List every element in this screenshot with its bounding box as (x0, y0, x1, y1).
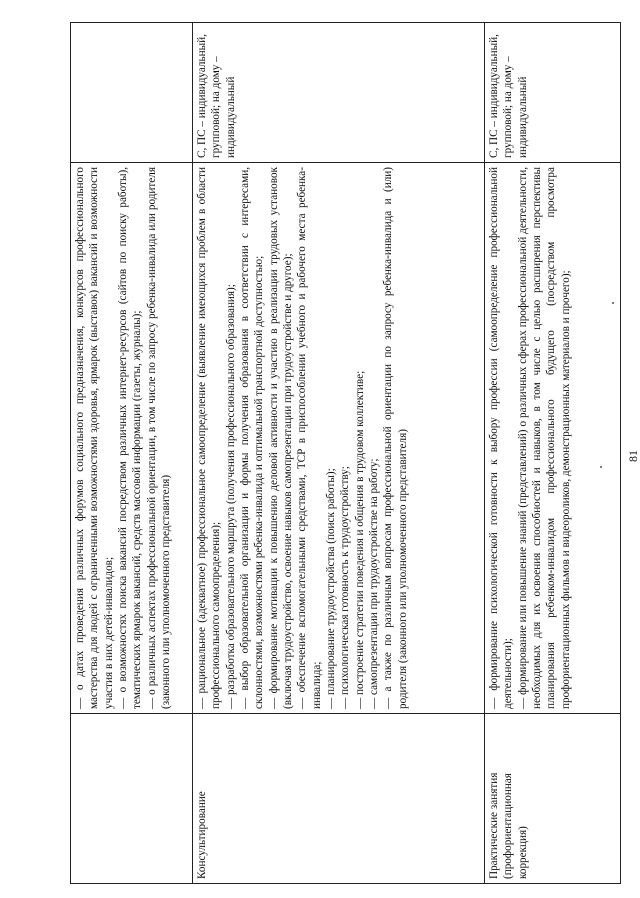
form-cell (71, 714, 193, 884)
content-cell (193, 163, 485, 714)
rehabilitation-table (70, 22, 621, 884)
scan-speck (600, 466, 602, 468)
content-cell (485, 163, 621, 714)
form-cell: Консультирование (193, 714, 485, 884)
content-item: — формирование мотивации к повышению деловой активности и участию в реализации трудовых установок (включая трудоустройство, освоение навыков самопрезентации при трудоустройстве и другое); (267, 167, 294, 709)
content-item: — формирование психологической готовности к выбору профессии (самоопределение профессиональной деятельности); (488, 167, 515, 709)
page-number: 81 (626, 450, 640, 462)
scan-speck (612, 302, 614, 304)
content-item: — выбор образовательной организации и формы получения образования в соответствии с интересами, склонностями, возможностями ребенка-инвалида и оптимальной транспортной доступностью; (238, 167, 266, 709)
content-item: — самопрезентации при трудоустройстве на работу; (367, 458, 380, 709)
content-item: — о возможностях поиска вакансий посредством различных интернет-ресурсов (сайтов по поиску работы), тематических ярмарок вакансий, средств массовой информации (газеты, журналы); (116, 167, 144, 709)
content-item: — планирование трудоустройства (поиск работы); (324, 468, 337, 709)
content-item: — построение стратегии поведения и общения в трудовом коллективе; (353, 370, 366, 709)
mode-cell (71, 23, 193, 163)
content-item: — обеспечение вспомогательными средствами, ТСР в приспособлении учебного и рабочего места ребенка-инвалида; (296, 167, 323, 709)
content-cell (71, 163, 193, 714)
content-item: — разработка образовательного маршрута (получения профессионального образования); (224, 284, 237, 709)
content-item: — формирование или повышение знаний (представлений) о различных сферах профессиональной деятельности, необходимых для их освоения способностей и навыков, в том числе с целью расширения перспективы планирования ребенком-инвалидом профессионального будущего (посредством просмотра профориентационных фильмов и видеороликов, демонстрационных материалов и прочего); (516, 167, 572, 709)
content-item: — о датах проведения различных форумов социального предназначения, конкурсов профессионального мастерства для людей с ограниченными возможностями здоровья, ярмарок (выставок) вакансий и возможности участия в них детей-инвалидов; (74, 167, 115, 709)
content-item: — рациональное (адекватное) профессиональное самоопределение (выявление имеющихся проблем в области профессионального самоопределения); (196, 167, 223, 709)
mode-cell: С, ПС – индивидуальный, групповой; на дому – индивидуальный (485, 23, 621, 163)
mode-cell: С, ПС – индивидуальный, групповой; на дому – индивидуальный (193, 23, 485, 163)
content-item: — о различных аспектах профессиональной ориентации, в том числе по запросу ребенка-инвалида или родителя (законного или уполномоченного представителя) (145, 167, 172, 709)
table-row (193, 23, 485, 884)
table-row (485, 23, 621, 884)
form-cell: Практические занятия (профориентационная коррекция) (485, 714, 621, 884)
content-item: — а также по различным вопросам профессиональной ориентации по запросу ребенка-инвалида и (или) родителя (законного или уполномоченного представителя) (382, 167, 409, 709)
table-row (71, 23, 193, 884)
content-item: — психологическая готовность к трудоустройству; (339, 466, 352, 709)
